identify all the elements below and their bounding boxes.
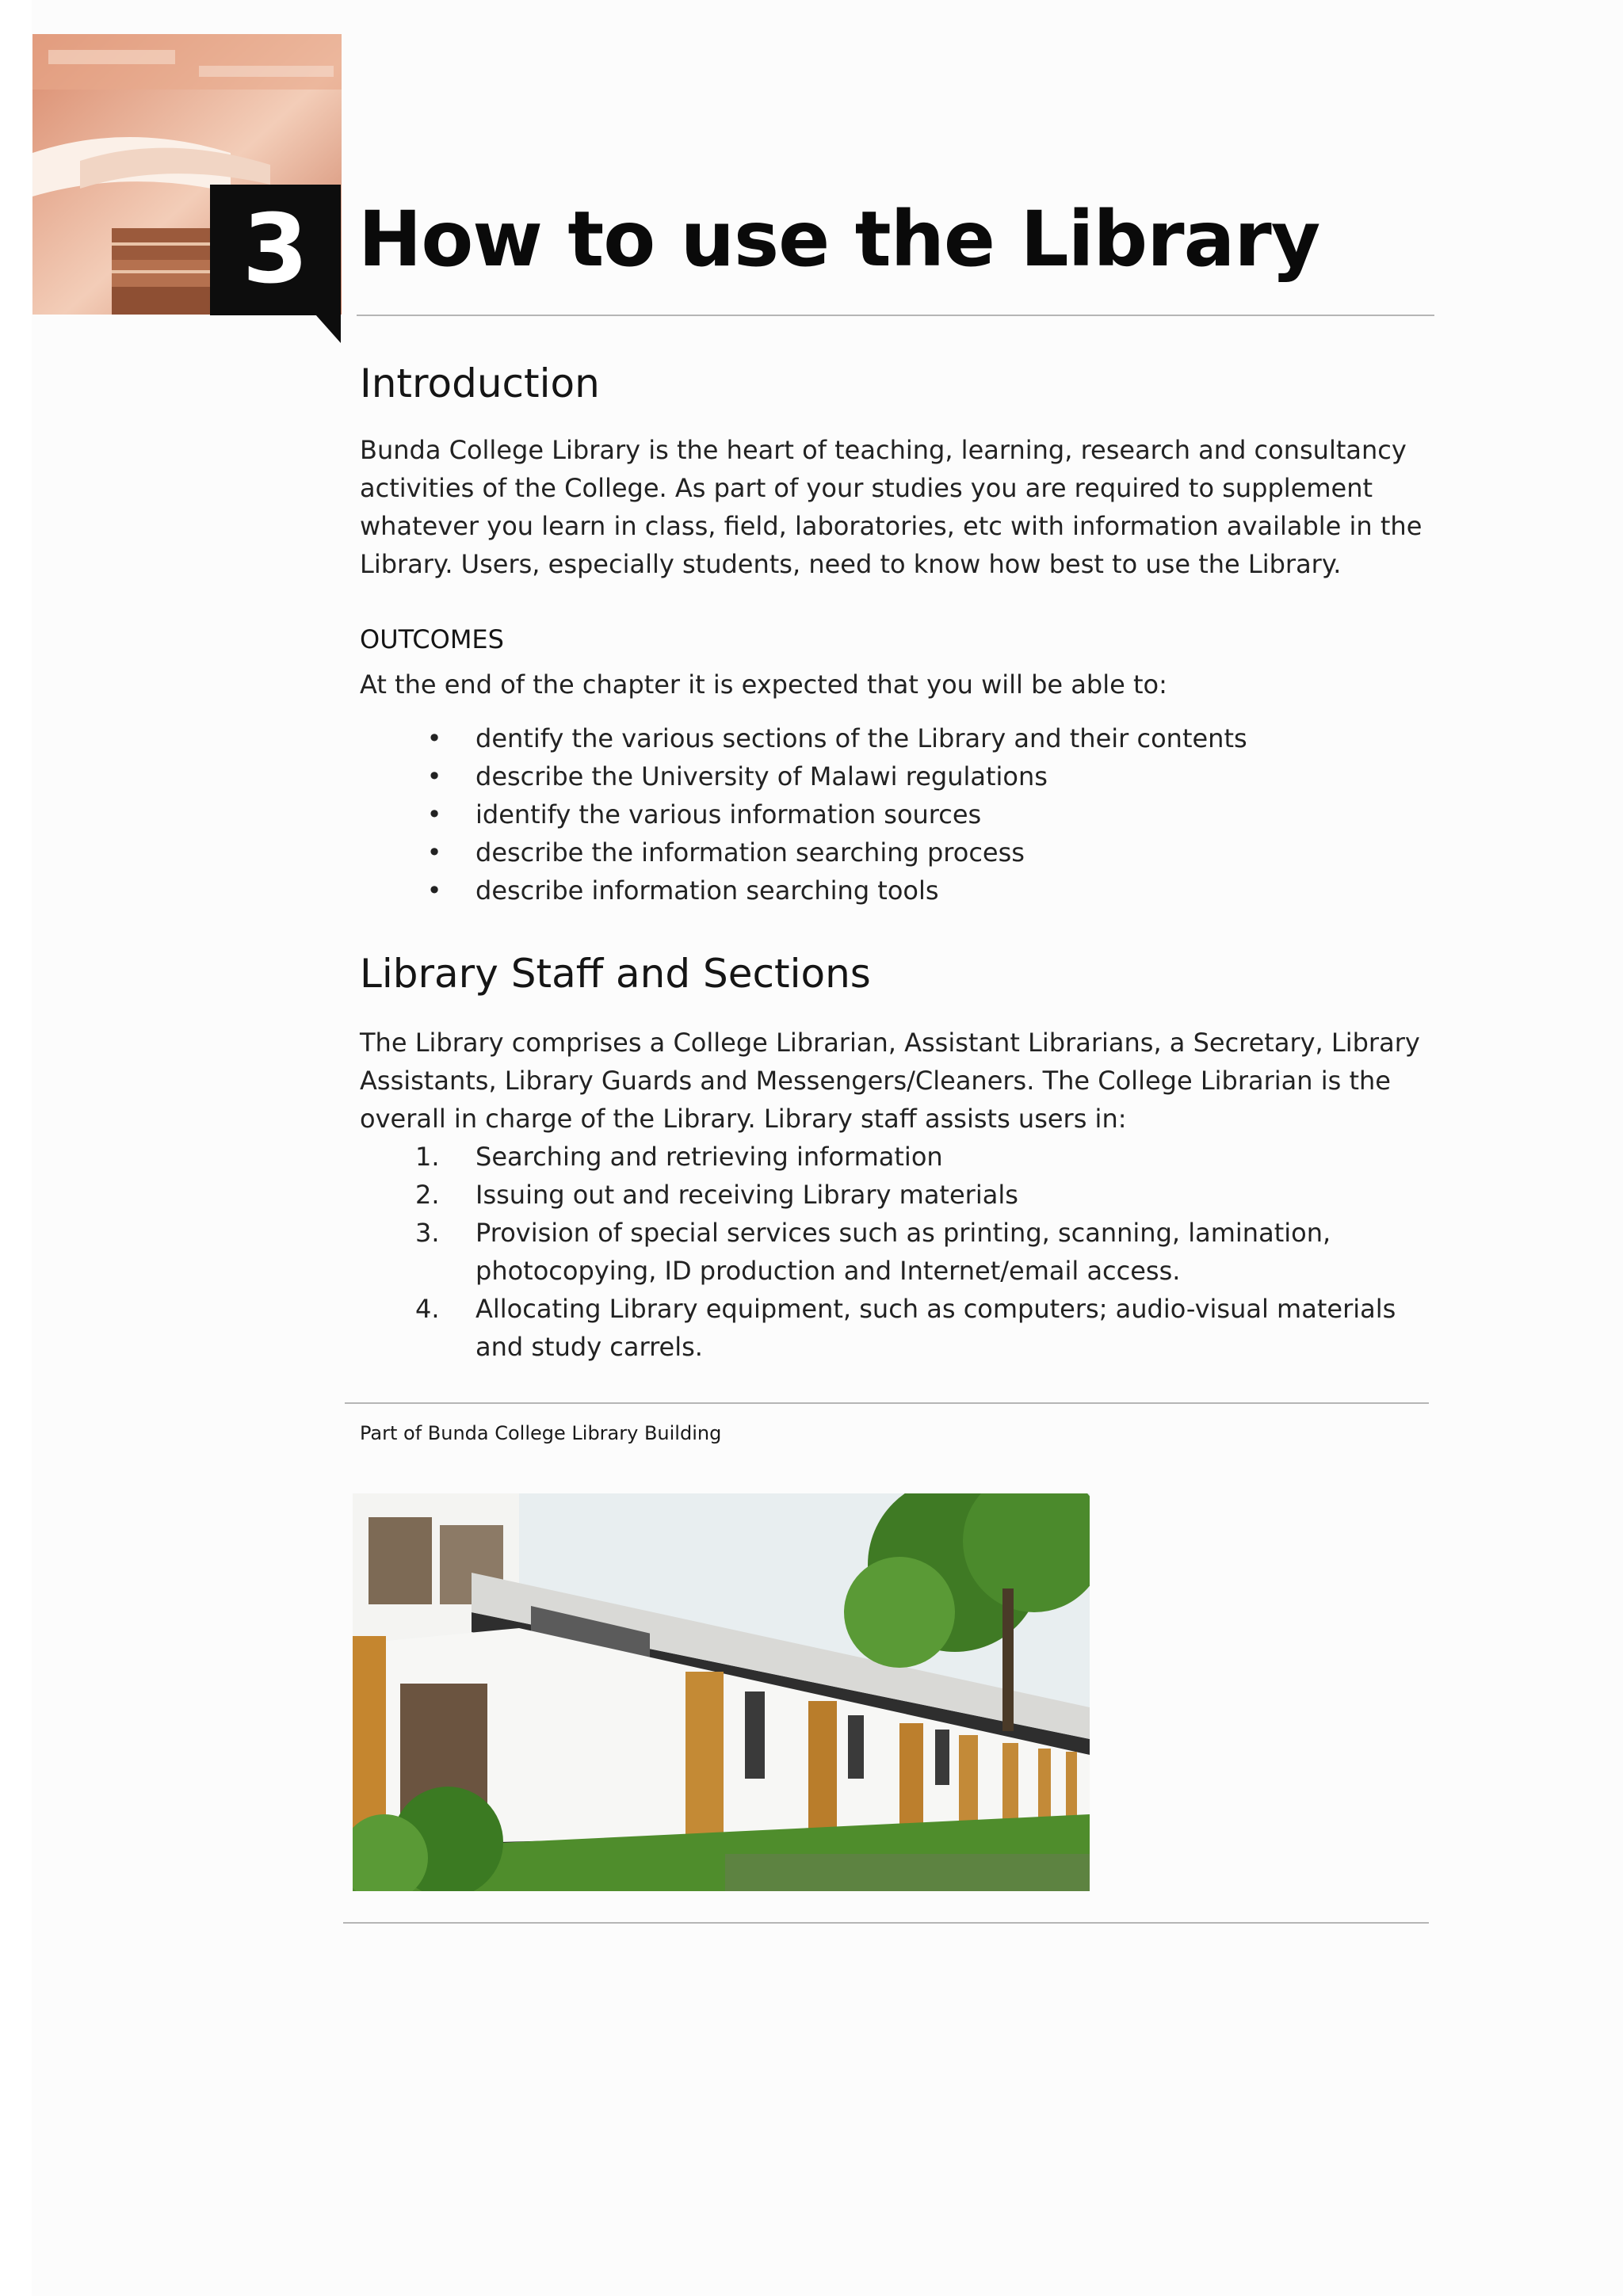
bullet-marker: • — [426, 875, 442, 906]
title-divider — [357, 315, 1434, 316]
staff-body: The Library comprises a College Librarian, Assistant Librarians, a Secretary, Library Assistants, Library Guards and Messengers/Cleaners. The College Librarian is the overall in charge of the Library. Library staff assists users in: — [360, 1028, 1420, 1134]
chapter-number-badge: 3 — [210, 185, 341, 315]
outcomes-lead: At the end of the chapter it is expected that you will be able to: — [360, 669, 1167, 700]
introduction-heading: Introduction — [360, 360, 600, 406]
figure-top-divider — [345, 1402, 1429, 1404]
building-illustration — [353, 1493, 1090, 1891]
figure-bottom-divider — [343, 1922, 1429, 1924]
bullet-marker: • — [426, 799, 442, 830]
outcomes-heading: OUTCOMES — [360, 624, 504, 654]
bullet-marker: • — [426, 761, 442, 791]
staff-heading: Library Staff and Sections — [360, 951, 871, 997]
chapter-title: How to use the Library — [358, 195, 1320, 284]
figure-caption: Part of Bunda College Library Building — [360, 1422, 722, 1444]
introduction-body: Bunda College Library is the heart of teaching, learning, research and consultancy activities of the College. As part of your studies you are required to supplement whatever you learn in class, field, laboratories, etc with information available in the Library. Users, especially students, need to know how best to use the Library. — [360, 435, 1423, 579]
bullet-marker: • — [426, 837, 442, 868]
library-building-photo — [353, 1493, 1090, 1891]
bullet-marker: • — [426, 723, 442, 753]
chapter-badge-tail — [315, 315, 341, 343]
